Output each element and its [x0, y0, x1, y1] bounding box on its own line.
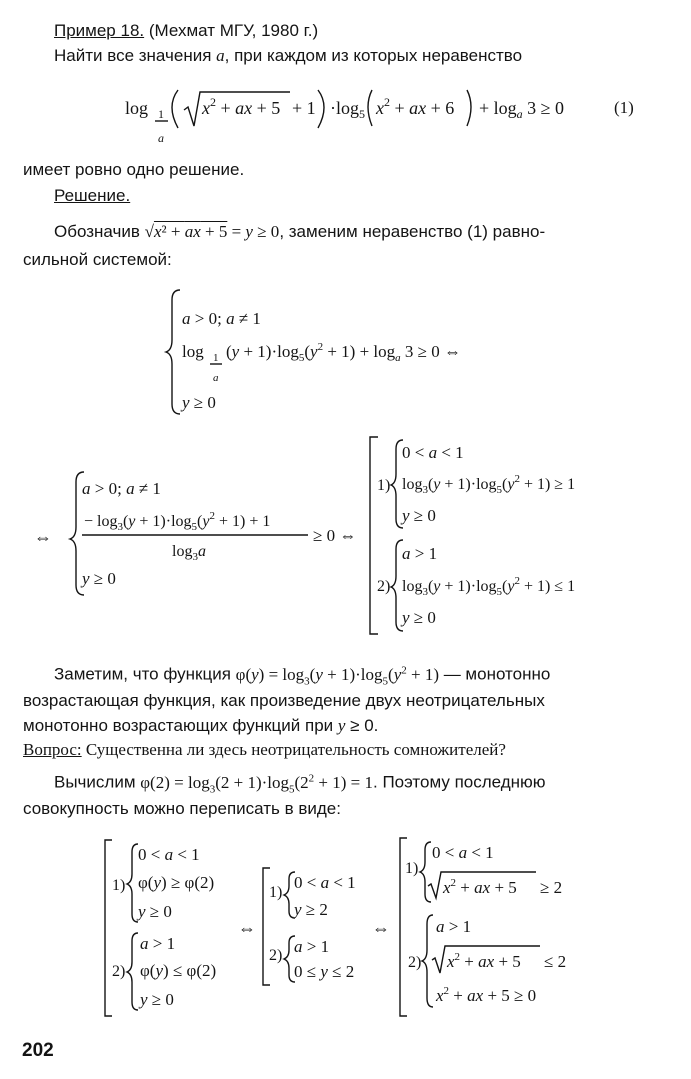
svg-text:1: 1 — [213, 352, 219, 364]
svg-text:log: log — [125, 98, 149, 118]
system1-row2 — [182, 341, 461, 384]
svg-text:(y + 1)·log5(y2 + 1) + loga 3: $(y + 1)\cdot\log_5(y^2 + 1) + \log_a 3 \ge 0$ ⇔ — [226, 341, 461, 364]
example-source: (Мехмат МГУ, 1980 г.) — [148, 21, 319, 40]
system2-left-row1: a > 0; a ≠ 1 — [82, 479, 161, 498]
svg-text:1: 1 — [158, 107, 164, 121]
system2-case2-label: 2) — [377, 578, 391, 595]
svg-text:a > 1: a > 1 — [436, 917, 472, 936]
svg-text:+ 1: + 1 — [292, 98, 316, 118]
svg-text:φ(y) ≤ φ(2): φ(y) ≤ φ(2) — [140, 961, 217, 980]
equiv-arrow-2: ⇔ — [238, 918, 256, 938]
svg-text:0 < a < 1: 0 < a < 1 — [432, 843, 494, 862]
svg-text:log: log — [182, 342, 204, 361]
svg-text:x2 + ax + 5 ≥ 0: $x^2$ + ax + 5 ≥ 0 — [436, 985, 537, 1005]
svg-text:log3(y + 1)·log5(y2 + 1) ≥ 1: $\log_3(y + 1)\cdot\log_5(y^2 + 1) \ge 1$ — [402, 473, 576, 496]
svg-text:0 < a < 1: 0 < a < 1 — [402, 443, 464, 462]
svg-text:2): 2) — [408, 954, 422, 971]
solution-heading: Решение. — [54, 186, 131, 205]
svg-text:a: a — [158, 131, 164, 145]
svg-text:y ≥ 0: y ≥ 0 — [138, 902, 172, 921]
solution-para2-line2: возрастающая функция, как произведение двух неотрицательных — [23, 691, 545, 710]
svg-text:a > 1: a > 1 — [402, 544, 438, 563]
svg-text:y ≥ 0: y ≥ 0 — [402, 506, 436, 525]
page-number: 202 — [22, 1040, 54, 1061]
svg-text:2): 2) — [269, 947, 283, 964]
system2-left-fraction — [82, 510, 356, 563]
svg-text:φ(y) ≥ φ(2): φ(y) ≥ φ(2) — [138, 873, 215, 892]
solution-para3-line1: Вычислим $\varphi(2) = \log_3(2 + 1)\cdot\log_5(2^2 + 1) = 1$. Поэтому последнюю — [54, 772, 546, 796]
svg-text:0 ≤ y ≤ 2: 0 ≤ y ≤ 2 — [294, 962, 355, 981]
problem-statement-line2: имеет ровно одно решение. — [23, 160, 245, 179]
svg-text:a > 1: a > 1 — [140, 934, 176, 953]
example-title: Пример 18. — [54, 21, 145, 40]
svg-text:1): 1) — [269, 884, 283, 901]
question-text: Существенна ли здесь неотрицательность сомножителей? — [85, 740, 506, 759]
equiv-arrow-3: ⇔ — [372, 918, 390, 938]
svg-text:0 < a < 1: 0 < a < 1 — [294, 873, 356, 892]
equiv-arrow-1: ⇔ — [34, 527, 52, 547]
svg-text:y ≥ 0: y ≥ 0 — [402, 608, 436, 627]
svg-text:≤ 2: ≤ 2 — [544, 952, 567, 971]
problem-statement-line1: Найти все значения a, при каждом из которых неравенство — [54, 46, 523, 65]
svg-text:x2 + ax + 5: $x^2$ + ax + 5 — [447, 951, 521, 971]
svg-text:0 < a < 1: 0 < a < 1 — [138, 845, 200, 864]
example-heading — [54, 21, 318, 41]
question-line — [23, 740, 506, 760]
svg-text:+ loga 3 ≥ 0: + $\log_a 3 \ge 0$ — [479, 98, 565, 121]
solution-para3-line2: совокупность можно переписать в виде: — [23, 799, 341, 818]
svg-text:x2 + ax + 6: $x^2$ + ax + 6 — [376, 95, 455, 118]
main-inequality-formula — [125, 90, 564, 145]
equation-number: (1) — [614, 98, 634, 117]
question-label: Вопрос: — [23, 740, 82, 759]
svg-text:y ≥ 2: y ≥ 2 — [294, 900, 328, 919]
system1-row3: y ≥ 0 — [182, 393, 216, 412]
system2-left-row3: y ≥ 0 — [82, 569, 116, 588]
svg-text:a > 1: a > 1 — [294, 937, 330, 956]
svg-text:≥ 2: ≥ 2 — [540, 878, 563, 897]
final-col1 — [105, 840, 216, 1016]
svg-text:·log5: $\cdot\log_5$ — [330, 98, 365, 121]
svg-text:1): 1) — [405, 860, 419, 877]
solution-para1-line1: Обозначив √x² + ax + 5 = y ≥ 0, заменим неравенство (1) равно- — [54, 222, 546, 241]
solution-para2-line1: Заметим, что функция $\varphi(y) = \log_3(y + 1)\cdot\log_5(y^2 + 1)$ — монотонно — [54, 664, 551, 688]
svg-text:2): 2) — [112, 963, 126, 980]
svg-text:1): 1) — [112, 877, 126, 894]
svg-text:y ≥ 0: y ≥ 0 — [140, 990, 174, 1009]
svg-text:log3a: $\log_3a$ — [172, 543, 206, 563]
svg-text:log3(y + 1)·log5(y2 + 1) ≤ 1: $\log_3(y + 1)\cdot\log_5(y^2 + 1) \le 1$ — [402, 575, 576, 598]
final-col3 — [400, 838, 566, 1016]
final-col2 — [263, 868, 356, 985]
svg-text:− log3(y + 1)·log5(y2 + 1) + 1: − $\log_3(y + 1)\cdot\log_5(y^2 + 1) + 1$ — [84, 510, 271, 533]
system2-case1-label: 1) — [377, 477, 391, 494]
system1-row1: a > 0; a ≠ 1 — [182, 309, 261, 328]
svg-text:a: a — [213, 372, 219, 384]
svg-text:x2 + ax + 5: $x^2$ + ax + 5 — [202, 95, 281, 118]
svg-text:≥ 0 ⇔: ≥ 0 ⇔ — [313, 526, 357, 545]
solution-para2-line3: монотонно возрастающих функций при y ≥ 0. — [23, 716, 379, 735]
svg-text:x2 + ax + 5: $x^2$ + ax + 5 — [443, 877, 517, 897]
solution-para1-line2: сильной системой: — [23, 250, 172, 269]
